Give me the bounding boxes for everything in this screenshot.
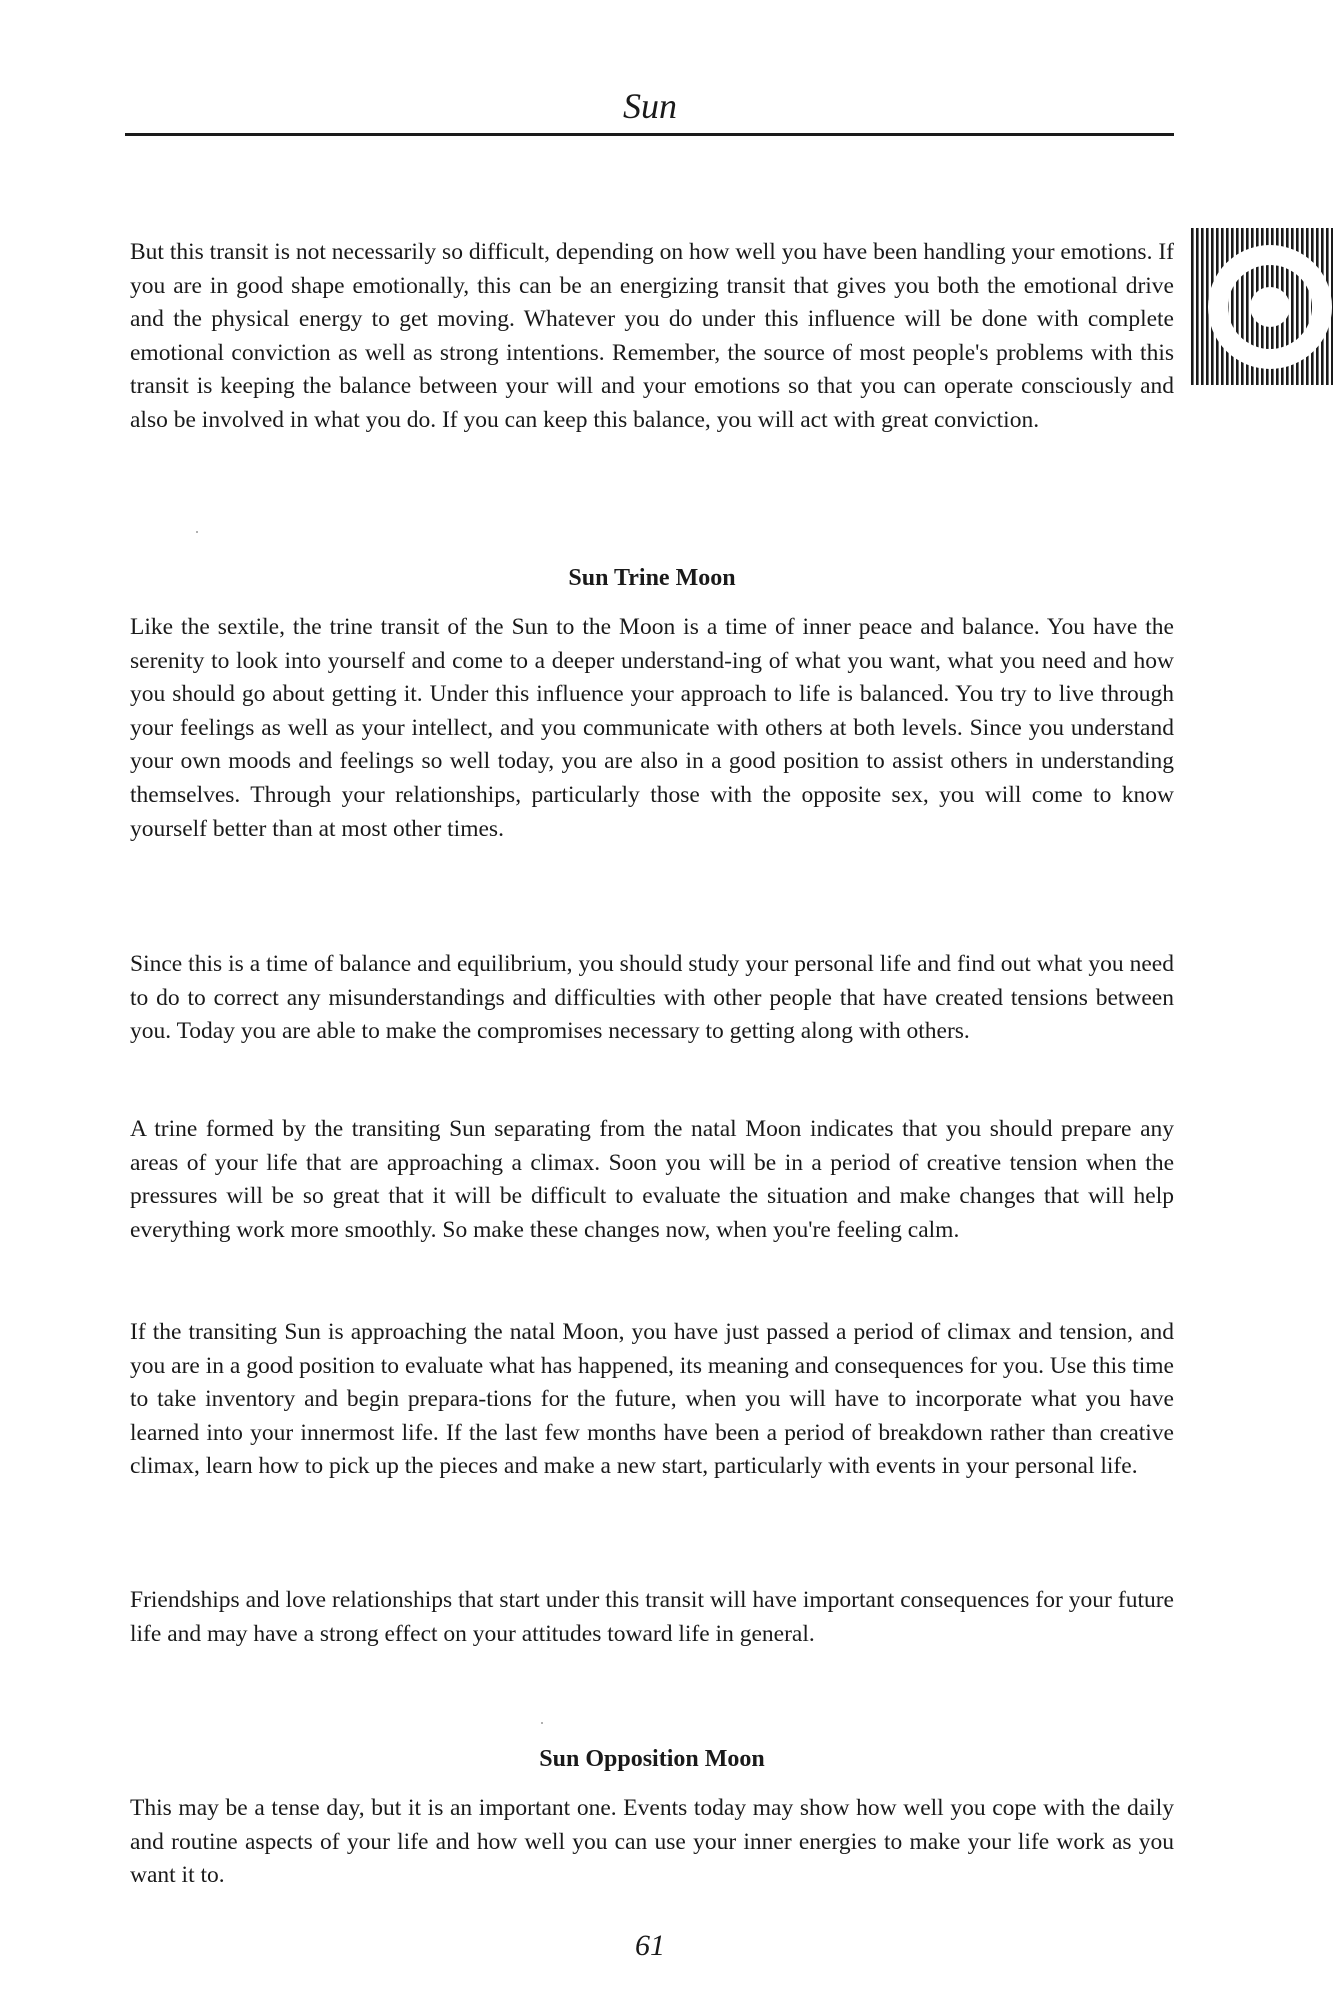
header-rule — [125, 133, 1174, 136]
section-heading-sun-trine-moon: Sun Trine Moon — [568, 565, 736, 591]
paragraph: This may be a tense day, but it is an important one. Events today may show how well you cope with the daily and routine aspects of your life and how well you can use your inner energies to make your life work as you want it to. — [130, 1795, 1174, 1889]
paragraph: A trine formed by the transiting Sun separating from the natal Moon indicates that you should prepare any areas of your life that are approaching a climax. Soon you will be in a period of creative tension when the pressures will be so great that it will be difficult to evaluate the situation and make changes that will help everything work more smoothly. So make these changes now, when you're feeling calm. — [130, 1116, 1174, 1243]
sun-symbol-icon — [1191, 228, 1333, 385]
paragraph: But this transit is not necessarily so difficult, depending on how well you have been handling your emotions. If you are in good shape emotionally, this can be an energizing transit that gives you both the emotional drive and the physical energy to get moving. Whatever you do under this influence will be done with complete emotional conviction as well as strong intentions. Remember, the source of most people's problems with this transit is keeping the balance between your will and your emotions so that you can operate consciously and also be involved in what you do. If you can keep this balance, you will act with great conviction. — [130, 239, 1174, 433]
section-heading-sun-opposition-moon: Sun Opposition Moon — [539, 1746, 765, 1772]
print-speck — [541, 1722, 543, 1724]
paragraph: Since this is a time of balance and equilibrium, you should study your personal life and find out what you need to do to correct any misunderstandings and difficulties with other people that have created tensions between you. Today you are able to make the compromises necessary to getting along with others. — [130, 951, 1174, 1045]
paragraph: Like the sextile, the trine transit of the Sun to the Moon is a time of inner peace and balance. You have the serenity to look into yourself and come to a deeper understand-ing of what you want, what you need and how you should go about getting it. Under this influence your approach to life is balanced. You try to live through your feelings as well as your intellect, and you communicate with others at both levels. Since you understand your own moods and feelings so well today, you are also in a good position to assist others in understanding themselves. Through your relationships, particularly those with the opposite sex, you will come to know yourself better than at most other times. — [130, 614, 1174, 842]
paragraph: If the transiting Sun is approaching the natal Moon, you have just passed a period of climax and tension, and you are in a good position to evaluate what has happened, its meaning and consequences for you. Use this time to take inventory and begin prepara-tions for the future, when you will have to incorporate what you have learned into your innermost life. If the last few months have been a period of breakdown rather than creative climax, learn how to pick up the pieces and make a new start, particularly with events in your personal life. — [130, 1319, 1174, 1480]
page-number: 61 — [635, 1929, 665, 1962]
running-title: Sun — [623, 86, 677, 126]
print-speck — [196, 531, 198, 533]
paragraph: Friendships and love relationships that start under this transit will have important consequences for your future life and may have a strong effect on your attitudes toward life in general. — [130, 1587, 1174, 1647]
